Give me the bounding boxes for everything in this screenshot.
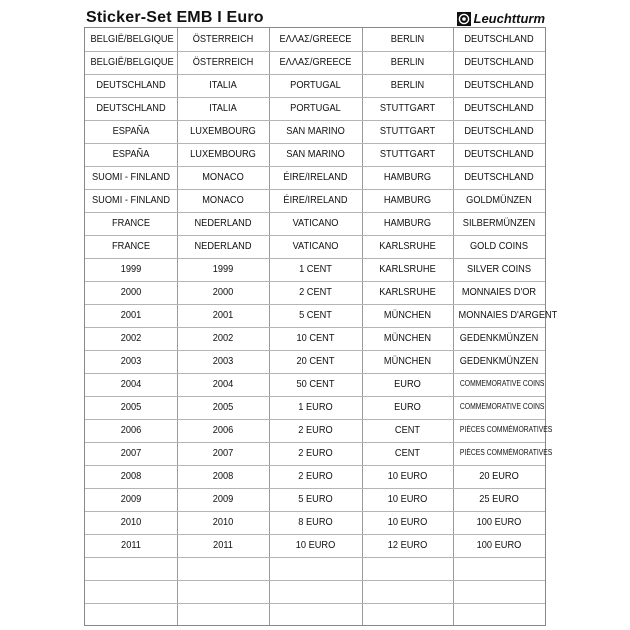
sticker-cell: ÉIRE/IRELAND [283,194,348,206]
table-row [85,166,545,189]
brand-logo [457,11,546,26]
sticker-cell: 2008 [120,470,142,482]
empty-sticker-cell [275,580,357,602]
sticker-cell: 2010 [212,516,234,528]
table-row [85,97,545,120]
sticker-cell: DEUTSCHLAND [464,148,534,160]
sticker-cell: 2009 [212,493,234,505]
sticker-cell: EURO [394,401,421,413]
sticker-cell: 2006 [120,424,142,436]
sticker-cell: 10 CENT [296,332,335,344]
sticker-cell: 100 EURO [476,516,522,528]
sticker-cell: BELGIË/BELGIQUE [90,33,174,45]
table-row [85,442,553,465]
sticker-cell: BERLIN [390,79,425,91]
leuchtturm-logo-icon [457,12,471,26]
sticker-cell: SUOMI - FINLAND [91,194,171,206]
empty-sticker-cell [91,557,172,579]
sticker-cell: 2002 [120,332,142,344]
table-row [85,74,545,97]
table-row [85,465,545,488]
sticker-cell: MONNAIES D'OR [461,286,537,298]
table-row [85,534,545,557]
sticker-cell: 2 EURO [298,424,333,436]
table-row [85,511,545,534]
sticker-cell: 5 CENT [299,309,332,321]
sticker-cell: ÖSTERREICH [192,56,254,68]
table-row [85,488,545,511]
sticker-cell: 2006 [212,424,234,436]
sticker-cell: 2004 [120,378,142,390]
sticker-cell: VATICANO [292,240,339,252]
table-row [85,304,558,327]
sticker-cell: SAN MARINO [286,125,345,137]
sticker-cell: DEUTSCHLAND [464,125,534,137]
sticker-cell: ΕΛΛΑΣ/GREECE [279,33,352,45]
sticker-cell: 2007 [212,447,234,459]
sticker-cell: ITALIA [209,79,237,91]
sticker-cell: PORTUGAL [290,79,341,91]
empty-sticker-cell [91,580,172,602]
sticker-cell: PIÈCES COMMÉMORATIVES [459,448,553,457]
sticker-cell: 2005 [120,401,142,413]
sticker-cell: 10 EURO [387,493,428,505]
sticker-cell: BERLIN [390,33,425,45]
sticker-cell: DEUTSCHLAND [464,56,534,68]
empty-sticker-cell [459,580,540,602]
sticker-cell: SILVER COINS [466,263,532,275]
empty-sticker-cell [183,580,264,602]
sticker-cell: 2009 [120,493,142,505]
sticker-cell: 10 EURO [387,470,428,482]
sticker-cell: 12 EURO [387,539,428,551]
sticker-cell: STUTTGART [379,125,436,137]
sticker-cell: EURO [394,378,421,390]
empty-sticker-cell [183,557,264,579]
table-row [85,373,545,396]
sticker-cell: HAMBURG [383,194,432,206]
sticker-cell: COMMEMORATIVE COINS [459,402,545,411]
sticker-cell: 2011 [213,539,233,551]
sticker-cell: 2000 [212,286,234,298]
sticker-cell: LUXEMBOURG [190,125,256,137]
sticker-cell: LUXEMBOURG [190,148,256,160]
sticker-cell: 10 EURO [387,516,428,528]
table-row [85,258,545,281]
sticker-cell: MÜNCHEN [383,355,432,367]
sticker-cell: 1 EURO [298,401,333,413]
sticker-cell: 2000 [120,286,142,298]
table-row [85,120,545,143]
sticker-cell: 8 EURO [298,516,333,528]
sticker-cell: 2008 [212,470,234,482]
sticker-cell: SUOMI - FINLAND [91,171,171,183]
sticker-cell: 10 EURO [295,539,336,551]
sticker-cell: CENT [394,424,421,436]
empty-sticker-cell [275,603,357,625]
sheet-title: Sticker-Set EMB I Euro [86,9,264,26]
sticker-table [84,27,558,626]
sticker-cell: DEUTSCHLAND [464,102,534,114]
sticker-cell: 2 CENT [299,286,332,298]
sticker-cell: BERLIN [390,56,425,68]
sticker-cell: MÜNCHEN [383,309,432,321]
sticker-cell: 2005 [212,401,234,413]
sticker-cell: MONNAIES D'ARGENT [458,309,558,321]
empty-sticker-cell [367,603,447,625]
empty-sticker-cell [459,603,540,625]
sticker-cell: 2011 [121,539,141,551]
empty-sticker-cell [275,557,357,579]
sticker-cell: KARLSRUHE [379,240,436,252]
sticker-cell: 2002 [212,332,234,344]
sticker-cell: GEDENKMÜNZEN [459,355,539,367]
table-row [85,557,545,580]
sticker-cell: 20 CENT [296,355,335,367]
sticker-cell: BELGIË/BELGIQUE [90,56,174,68]
sticker-cell: DEUTSCHLAND [464,79,534,91]
sticker-cell: 2 EURO [298,470,333,482]
sticker-cell: 2004 [212,378,234,390]
sticker-cell: 1 CENT [299,263,332,275]
sticker-cell: 25 EURO [479,493,519,505]
sticker-cell: 1999 [212,263,234,275]
sticker-cell: ΕΛΛΑΣ/GREECE [279,56,352,68]
sticker-cell: GOLD COINS [469,240,529,252]
sticker-cell: KARLSRUHE [379,263,436,275]
table-row [85,51,545,74]
sticker-cell: PIÈCES COMMÉMORATIVES [459,425,553,434]
sticker-cell: ÉIRE/IRELAND [283,171,348,183]
sticker-cell: HAMBURG [383,217,432,229]
sticker-cell: COMMEMORATIVE COINS [459,379,545,388]
sticker-cell: 50 CENT [296,378,335,390]
sticker-cell: FRANCE [111,240,150,252]
sticker-cell: FRANCE [111,217,150,229]
sticker-cell: HAMBURG [383,171,432,183]
sticker-cell: PORTUGAL [290,102,341,114]
sticker-cell: CENT [394,447,421,459]
sticker-cell: DEUTSCHLAND [464,33,534,45]
empty-sticker-cell [367,580,447,602]
sticker-cell: GEDENKMÜNZEN [459,332,539,344]
table-row [85,235,545,258]
sticker-cell: MONACO [202,171,244,183]
table-row [85,327,545,350]
sticker-cell: SAN MARINO [286,148,345,160]
sticker-cell: ÖSTERREICH [192,33,254,45]
sticker-cell: DEUTSCHLAND [96,102,166,114]
sticker-cell: DEUTSCHLAND [96,79,166,91]
empty-sticker-cell [459,557,540,579]
sticker-cell: VATICANO [292,217,339,229]
sticker-cell: ITALIA [209,102,237,114]
table-row [85,281,545,304]
sticker-cell: 2007 [120,447,142,459]
brand-name: Leuchtturm [473,11,545,26]
sticker-cell: MÜNCHEN [383,332,432,344]
empty-sticker-cell [91,603,172,625]
table-row [85,212,545,235]
sticker-cell: ESPAÑA [112,148,150,160]
sticker-cell: MONACO [202,194,244,206]
sticker-cell: 2010 [120,516,142,528]
table-row [85,396,545,419]
sticker-cell: 2 EURO [298,447,333,459]
table-row [85,603,545,626]
table-row [85,28,545,51]
sticker-cell: 100 EURO [476,539,522,551]
sticker-cell: NEDERLAND [194,217,252,229]
sticker-cell: 2001 [212,309,234,321]
sticker-cell: NEDERLAND [194,240,252,252]
table-row [85,143,545,166]
sticker-cell: 1999 [120,263,142,275]
empty-sticker-cell [183,603,264,625]
sticker-cell: 5 EURO [298,493,333,505]
sticker-cell: DEUTSCHLAND [464,171,534,183]
table-row [85,189,545,212]
sticker-cell: 2001 [120,309,142,321]
table-row [85,580,545,603]
sticker-cell: GOLDMÜNZEN [466,194,532,206]
empty-sticker-cell [367,557,447,579]
table-row [85,419,553,442]
sticker-cell: STUTTGART [379,148,436,160]
sticker-cell: STUTTGART [379,102,436,114]
sticker-cell: KARLSRUHE [379,286,436,298]
sticker-cell: 20 EURO [479,470,519,482]
sticker-cell: SILBERMÜNZEN [462,217,536,229]
sticker-cell: 2003 [120,355,142,367]
sticker-cell: 2003 [212,355,234,367]
sticker-cell: ESPAÑA [112,125,150,137]
table-row [85,350,545,373]
